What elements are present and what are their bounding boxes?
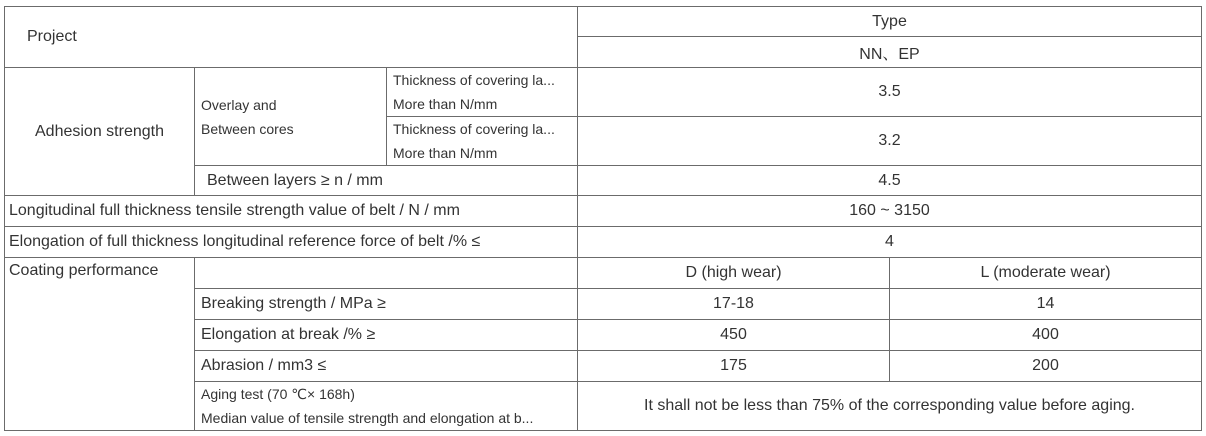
- elongation-break-label: Elongation at break /% ≥: [195, 320, 578, 351]
- adhesion-value-1: 3.5: [578, 68, 1202, 117]
- elongation-break-l: 400: [890, 320, 1202, 351]
- elongation-ref-row: [5, 227, 1202, 258]
- col-l-header: L (moderate wear): [890, 258, 1202, 289]
- aging-test-value: It shall not be less than 75% of the corresponding value before aging.: [578, 382, 1202, 431]
- tensile-strength-label: Longitudinal full thickness tensile strength value of belt / N / mm: [5, 196, 578, 227]
- type-subheader: NN、EP: [578, 37, 1202, 68]
- breaking-strength-l: 14: [890, 289, 1202, 320]
- elongation-break-d: 450: [578, 320, 890, 351]
- adhesion-row-1: [5, 68, 1202, 117]
- overlay-between-cores-label: [195, 68, 387, 166]
- abrasion-l: 200: [890, 351, 1202, 382]
- abrasion-d: 175: [578, 351, 890, 382]
- covering-thickness-line1: Thickness of covering la...: [393, 72, 555, 88]
- abrasion-label: Abrasion / mm3 ≤: [195, 351, 578, 382]
- overlay-label: Overlay and: [201, 96, 277, 113]
- covering-thickness-line2: More than N/mm: [393, 145, 498, 161]
- tensile-row: [5, 196, 1202, 227]
- between-layers-label: Between layers ≥ n / mm: [195, 166, 578, 196]
- coating-empty-cell: [195, 258, 578, 289]
- breaking-strength-label: Breaking strength / MPa ≥: [195, 289, 578, 320]
- between-cores-label: Between cores: [201, 120, 294, 137]
- aging-test-line1: Aging test (70 ℃× 168h): [201, 386, 355, 402]
- covering-thickness-line1: Thickness of covering la...: [393, 121, 555, 137]
- elongation-ref-label: Elongation of full thickness longitudinal reference force of belt /% ≤: [5, 227, 578, 258]
- coating-performance-label: Coating performance: [5, 258, 195, 431]
- adhesion-value-2: 3.2: [578, 117, 1202, 166]
- aging-test-line2: Median value of tensile strength and elongation at b...: [201, 410, 534, 426]
- project-header: Project: [5, 7, 578, 68]
- covering-thickness-label-1: [387, 68, 578, 117]
- tensile-strength-value: 160 ~ 3150: [578, 196, 1202, 227]
- spec-table: [4, 6, 1202, 431]
- header-row-1: [5, 7, 1202, 37]
- adhesion-strength-label: Adhesion strength: [5, 68, 195, 196]
- covering-thickness-line2: More than N/mm: [393, 96, 498, 112]
- col-d-header: D (high wear): [578, 258, 890, 289]
- coating-header-row: [5, 258, 1202, 289]
- between-layers-value: 4.5: [578, 166, 1202, 196]
- breaking-strength-d: 17-18: [578, 289, 890, 320]
- elongation-ref-value: 4: [578, 227, 1202, 258]
- type-header: Type: [578, 7, 1202, 37]
- covering-thickness-label-2: [387, 117, 578, 166]
- aging-test-label: [195, 382, 578, 431]
